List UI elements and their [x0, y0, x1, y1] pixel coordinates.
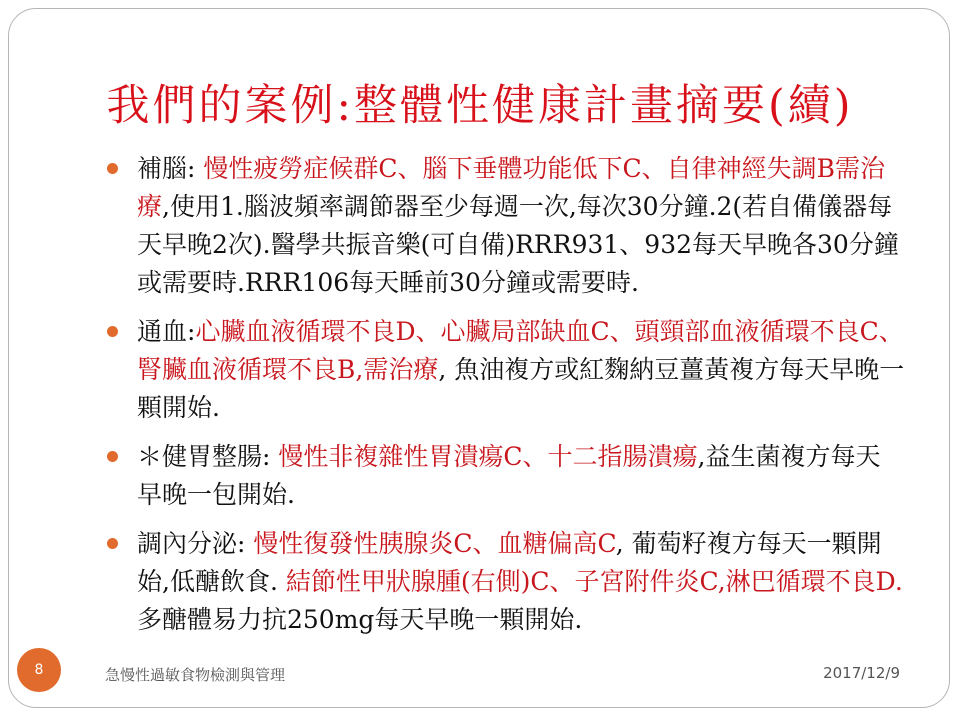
bullet-text: ,益生菌複方每天早晚一包開始.: [137, 442, 881, 509]
bullet-highlight: 心臟血液循環不良D、心臟局部缺血C、頭頸部血液循環不良C、腎臟血液循環不良B,需治療: [137, 317, 904, 384]
bullet-item-stomach: [105, 438, 905, 514]
bullet-label: ＊健胃整腸:: [137, 442, 279, 471]
bullet-label: 調內分泌:: [137, 529, 254, 558]
bullet-item-blood: [105, 313, 905, 427]
bullet-list: [105, 150, 905, 650]
bullet-dot-icon: [107, 451, 118, 462]
bullet-highlight: 慢性非複雜性胃潰瘍C、十二指腸潰瘍: [278, 442, 698, 471]
bullet-item-endocrine: [105, 525, 905, 639]
bullet-highlight: 慢性疲勞症候群C、腦下垂體功能低下C、自律神經失調B需治療: [137, 154, 886, 221]
bullet-label: 補腦:: [137, 154, 204, 183]
bullet-text: ,使用1.腦波頻率調節器至少每週一次,每次30分鐘.2(若自備儀器每天早晚2次).醫學共振音樂(可自備)RRR931、932每天早晚各30分鐘或需要時.RRR106每天睡前30分鐘或需要時.: [137, 192, 899, 297]
bullet-dot-icon: [107, 326, 118, 337]
footer-text: 急慢性過敏食物檢測與管理: [105, 666, 286, 684]
bullet-dot-icon: [107, 163, 118, 174]
bullet-highlight: 慢性復發性胰腺炎C、血糖偏高C: [253, 529, 616, 558]
bullet-item-brain: [105, 150, 905, 302]
bullet-text: , 魚油複方或紅麴納豆薑黃複方每天早晚一顆開始.: [137, 355, 905, 422]
page-number-badge: 8: [17, 648, 61, 692]
bullet-text-secondary: 多醣體易力抗250mg每天早晚一顆開始.: [137, 605, 583, 634]
bullet-label: 通血:: [137, 317, 196, 346]
bullet-highlight-secondary: 結節性甲狀腺腫(右側)C、子宮附件炎C,淋巴循環不良D.: [285, 567, 903, 596]
slide-title: 我們的案例:整體性健康計畫摘要(續): [106, 81, 854, 131]
bullet-dot-icon: [107, 538, 118, 549]
bullet-text: , 葡萄籽複方每天一顆開始,低醣飲食.: [137, 529, 882, 596]
footer-date: 2017/12/9: [823, 664, 900, 682]
